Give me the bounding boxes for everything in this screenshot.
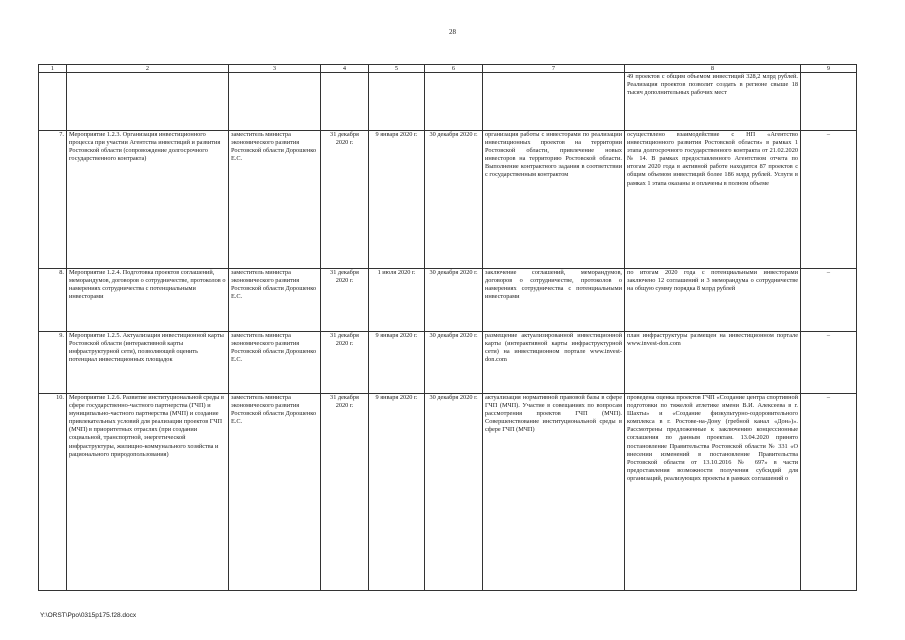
document-file-path: Y:\ORST\Ppo\0315p175.f28.docx (40, 612, 137, 619)
row-date-planned: 31 декабря 2020 г. (321, 131, 369, 269)
row-date-start: 9 января 2020 г. (369, 332, 425, 394)
column-header-8: 8 (625, 65, 801, 73)
row-date-start: 9 января 2020 г. (369, 131, 425, 269)
row-date-end: 30 декабря 2020 г. (425, 269, 483, 332)
column-header-6: 6 (425, 65, 483, 73)
row-number: 10. (39, 394, 67, 591)
row-result-planned: организация работы с инвесторами по реализации инвестиционных проектов на территории Ростовской области, привлечение новых инвесторов на территорию Ростовской области. Выполнение контрактного задания в соответствии с государственным контрактом (483, 131, 625, 269)
row-date-planned: 31 декабря 2020 г. (321, 332, 369, 394)
row-event: Мероприятие 1.2.3. Организация инвестиционного процесса при участии Агентства инвестиций и развития Ростовской области (сопровождение долгосрочного государственного контракта) (67, 131, 229, 269)
continuation-result: 49 проектов с общим объемом инвестиций 328,2 млрд рублей. Реализация проектов позволит создать в регионе свыше 18 тысяч дополнительных рабочих мест (625, 73, 801, 131)
column-header-4: 4 (321, 65, 369, 73)
row-result-planned: заключение соглашений, меморандумов, договоров о сотрудничестве, протоколов о намерениях сотрудничества с потенциальными инвесторами (483, 269, 625, 332)
row-number: 9. (39, 332, 67, 394)
column-header-9: 9 (801, 65, 857, 73)
row-responsible: заместитель министра экономического развития Ростовской области Дорошенко Е.С. (229, 332, 321, 394)
table-row (39, 269, 857, 332)
column-header-1: 1 (39, 65, 67, 73)
row-note: – (801, 394, 857, 591)
row-date-planned: 31 декабря 2020 г. (321, 394, 369, 591)
column-header-7: 7 (483, 65, 625, 73)
row-event: Мероприятие 1.2.5. Актуализация инвестиционной карты Ростовской области (интерактивной карты инфраструктурной сети), позволяющей оценить потенциал инвестиционных площадок (67, 332, 229, 394)
row-note: – (801, 269, 857, 332)
row-result-actual: по итогам 2020 года с потенциальными инвесторами заключено 12 соглашений и 3 меморандума о сотрудничестве на общую сумму порядка 8 млрд рублей (625, 269, 801, 332)
row-responsible: заместитель министра экономического развития Ростовской области Дорошенко Е.С. (229, 269, 321, 332)
row-date-start: 1 июля 2020 г. (369, 269, 425, 332)
row-date-end: 30 декабря 2020 г. (425, 332, 483, 394)
row-date-start: 9 января 2020 г. (369, 394, 425, 591)
row-result-planned: размещение актуализированной инвестиционной карты (интерактивной карты инфраструктурной сети) на инвестиционном портале www.invest-don.com (483, 332, 625, 394)
row-event: Мероприятие 1.2.4. Подготовка проектов соглашений, меморандумов, договоров о сотрудничестве, протоколов о намерениях сотрудничества с потенциальными инвесторами (67, 269, 229, 332)
report-table (38, 64, 857, 591)
row-note: – (801, 131, 857, 269)
row-date-planned: 31 декабря 2020 г. (321, 269, 369, 332)
column-header-2: 2 (67, 65, 229, 73)
row-event: Мероприятие 1.2.6. Развитие институциональной среды в сфере государственно-частного партнерства (ГЧП) и муниципально-частного партнерства (МЧП) и создание привлекательных условий для реализации проектов ГЧП (МЧП) в приоритетных отраслях (при создании социальной, транспортной, энергетической инфраструктуры, жилищно-коммунального хозяйства и рационального природопользования) (67, 394, 229, 591)
row-result-actual: план инфраструктуры размещен на инвестиционном портале www.invest-don.com (625, 332, 801, 394)
row-result-actual: осуществлено взаимодействие с НП «Агентство инвестиционного развития Ростовской области» в рамках 1 этапа долгосрочного государственного контракта от 21.02.2020 № 14. В рамках предоставленного Агентством отчета по итогам 2020 года в активной работе находится 87 проектов с общим объемом инвестиций более 186 млрд рублей. Услуги в рамках 1 этапа оказаны и оплачены в полном объеме (625, 131, 801, 269)
row-date-end: 30 декабря 2020 г. (425, 131, 483, 269)
row-result-actual: проведена оценка проектов ГЧП «Создание центра спортивной подготовки по тяжелой атлетике имени В.И. Алексеева в г. Шахты» и «Создание физкультурно-оздоровительного комплекса в г. Ростове-на-Дону (гребной канал «Дон»)». Рассмотрены предложенные к заключению концессионные соглашения по данным проектам. 13.04.2020 принято постановление Правительства Ростовской области № 331 «О внесении изменений в постановление Правительства Ростовской области от 13.10.2016 № 697» в части предоставления возможности получения субсидий для организаций, реализующих проекты в рамках соглашений о (625, 394, 801, 591)
table-row (39, 332, 857, 394)
row-number: 7. (39, 131, 67, 269)
row-responsible: заместитель министра экономического развития Ростовской области Дорошенко Е.С. (229, 131, 321, 269)
row-note: – (801, 332, 857, 394)
row-number: 8. (39, 269, 67, 332)
row-responsible: заместитель министра экономического развития Ростовской области Дорошенко Е.С. (229, 394, 321, 591)
header-row (39, 65, 857, 73)
table-row-continuation (39, 73, 857, 131)
row-date-end: 30 декабря 2020 г. (425, 394, 483, 591)
row-result-planned: актуализация нормативной правовой базы в сфере ГЧП (МЧП). Участие в совещаниях по вопросам рассмотрения проектов ГЧП (МЧП). Совершенствование институциональной среды в сфере ГЧП (МЧП) (483, 394, 625, 591)
page-number: 28 (449, 28, 456, 36)
column-header-3: 3 (229, 65, 321, 73)
table-row (39, 131, 857, 269)
table-row (39, 394, 857, 591)
column-header-5: 5 (369, 65, 425, 73)
